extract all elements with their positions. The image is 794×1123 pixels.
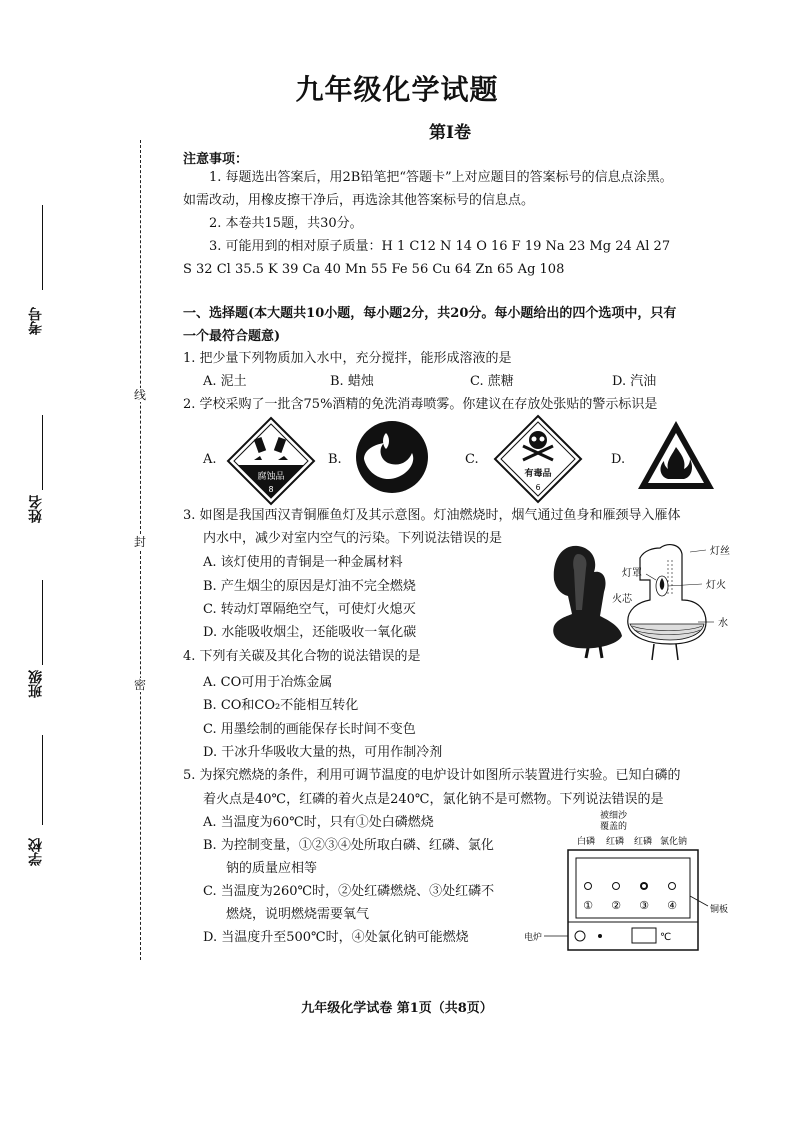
section-heading-2: 一个最符合题意) — [183, 329, 281, 344]
q1-option-a: A. 泥土 — [203, 374, 247, 389]
q4-option-b: B. CO和CO₂不能相互转化 — [203, 698, 359, 713]
q4-option-d: D. 干冰升华吸收大量的热，可用作制冷剂 — [203, 745, 443, 760]
red-phosphorus-label-1: 红磷 — [606, 837, 625, 847]
lamp-label-fire: 灯火 — [706, 580, 726, 591]
q2-option-a: A. — [203, 452, 217, 467]
section-heading-1: 一、选择题(本大题共10小题，每小题2分，共20分。每小题给出的四个选项中，只有 — [183, 306, 677, 321]
q5-option-c-1: C. 当温度为260℃时，②处红磷燃烧、③处红磷不 — [203, 884, 495, 899]
q3-stem-2: 内水中，减少对室内空气的污染。下列说法错误的是 — [203, 531, 503, 546]
q2-option-d: D. — [611, 452, 626, 467]
cut-word-line: 线 — [134, 388, 147, 402]
binding-cut-line — [140, 140, 141, 960]
q2-option-c: C. — [465, 452, 479, 467]
q5-option-b-2: 钠的质量应相等 — [226, 861, 318, 876]
name-underline — [42, 415, 43, 490]
exam-no-label: 考号 — [28, 307, 44, 335]
q1-stem: 1. 把少量下列物质加入水中，充分搅拌，能形成溶液的是 — [183, 351, 512, 366]
lamp-diagram — [610, 540, 738, 666]
corrosive-sign-text: 腐蚀品 — [257, 472, 285, 482]
page-title: 九年级化学试题 — [295, 73, 499, 106]
q2-stem: 2. 学校采购了一批含75%酒精的免洗消毒喷雾。你建议在存放处张贴的警示标识是 — [183, 397, 658, 412]
q4-option-c: C. 用墨绘制的画能保存长时间不变色 — [203, 722, 416, 737]
flammable-sign-icon — [636, 419, 716, 491]
cut-word-seal: 封 — [134, 535, 147, 549]
thermostat-unit-label: ℃ — [660, 932, 672, 943]
pos-2-label: ② — [611, 899, 621, 912]
q2-option-b: B. — [328, 452, 342, 467]
q1-option-c: C. 蔗糖 — [470, 374, 514, 389]
notice-item-1b: 如需改动，用橡皮擦干净后，再选涂其他答案标号的信息点。 — [183, 193, 535, 208]
lamp-label-shade: 灯罩 — [622, 568, 642, 579]
covered-label-2: 覆盖的 — [600, 822, 628, 832]
cut-word-tight: 密 — [134, 678, 147, 692]
nacl-label: 氯化钠 — [660, 837, 688, 847]
pos-3-label: ③ — [639, 899, 649, 912]
lamp-label-water: 水 — [718, 618, 728, 629]
exam-no-underline — [42, 205, 43, 290]
red-phosphorus-label-2: 红磷 — [634, 837, 653, 847]
notice-item-2: 2. 本卷共15题，共30分。 — [209, 216, 363, 231]
toxic-sign-number: 6 — [535, 483, 541, 492]
lamp-label-wick: 灯丝 — [710, 546, 730, 557]
white-phosphorus-label: 白磷 — [577, 837, 596, 847]
copper-plate-label: 铜板 — [710, 905, 729, 915]
q3-option-b: B. 产生烟尘的原因是灯油不完全燃烧 — [203, 579, 416, 594]
q5-option-d: D. 当温度升至500℃时，④处氯化钠可能燃烧 — [203, 930, 469, 945]
notice-item-3a: 3. 可能用到的相对原子质量：H 1 C12 N 14 O 16 F 19 Na 23 Mg 24 Al 27 — [209, 239, 671, 254]
school-label: 学校 — [28, 838, 44, 866]
class-label: 班级 — [28, 670, 44, 698]
q3-stem-1: 3. 如图是我国西汉青铜雁鱼灯及其示意图。灯油燃烧时，烟气通过鱼身和雁颈导入雁体 — [183, 508, 681, 523]
q4-option-a: A. CO可用于冶炼金属 — [203, 675, 333, 690]
lamp-label-core: 火芯 — [612, 594, 632, 605]
q5-stem-1: 5. 为探究燃烧的条件，利用可调节温度的电炉设计如图所示装置进行实验。已知白磷的 — [183, 768, 681, 783]
name-label: 姓名 — [28, 495, 44, 523]
toxic-sign-icon — [493, 414, 583, 504]
corrosive-sign-icon — [226, 416, 316, 506]
q3-option-d: D. 水能吸收烟尘，还能吸收一氧化碳 — [203, 625, 417, 640]
stove-label: 电炉 — [524, 933, 543, 943]
q5-option-a: A. 当温度为60℃时，只有①处白磷燃烧 — [203, 815, 434, 830]
q1-option-b: B. 蜡烛 — [330, 374, 374, 389]
q5-option-c-2: 燃烧，说明燃烧需要氧气 — [226, 907, 370, 922]
notice-item-3b: S 32 Cl 35.5 K 39 Ca 40 Mn 55 Fe 56 Cu 64 Zn 65 Ag 108 — [183, 262, 565, 277]
toxic-sign-text: 有毒品 — [524, 469, 552, 479]
explosive-sign-icon — [354, 419, 430, 495]
page-footer: 九年级化学试卷 第1页（共8页） — [301, 1001, 493, 1016]
q3-option-a: A. 该灯使用的青铜是一种金属材料 — [203, 555, 403, 570]
notice-heading: 注意事项： — [183, 152, 249, 167]
q1-option-d: D. 汽油 — [612, 374, 657, 389]
q5-option-b-1: B. 为控制变量，①②③④处所取白磷、红磷、氯化 — [203, 838, 494, 853]
pos-4-label: ④ — [667, 899, 677, 912]
covered-label-1: 被细沙 — [600, 811, 628, 821]
furnace-apparatus-diagram — [522, 808, 744, 958]
volume-title: 第Ⅰ卷 — [429, 123, 471, 143]
q4-stem: 4. 下列有关碳及其化合物的说法错误的是 — [183, 649, 421, 664]
pos-1-label: ① — [583, 899, 593, 912]
class-underline — [42, 580, 43, 665]
corrosive-sign-number: 8 — [268, 485, 274, 494]
q5-stem-2: 着火点是40℃，红磷的着火点是240℃，氯化钠不是可燃物。下列说法错误的是 — [203, 792, 664, 807]
notice-item-1a: 1. 每题选出答案后，用2B铅笔把“答题卡”上对应题目的答案标号的信息点涂黑。 — [209, 170, 673, 185]
q3-option-c: C. 转动灯罩隔绝空气，可使灯火熄灭 — [203, 602, 416, 617]
school-underline — [42, 735, 43, 825]
